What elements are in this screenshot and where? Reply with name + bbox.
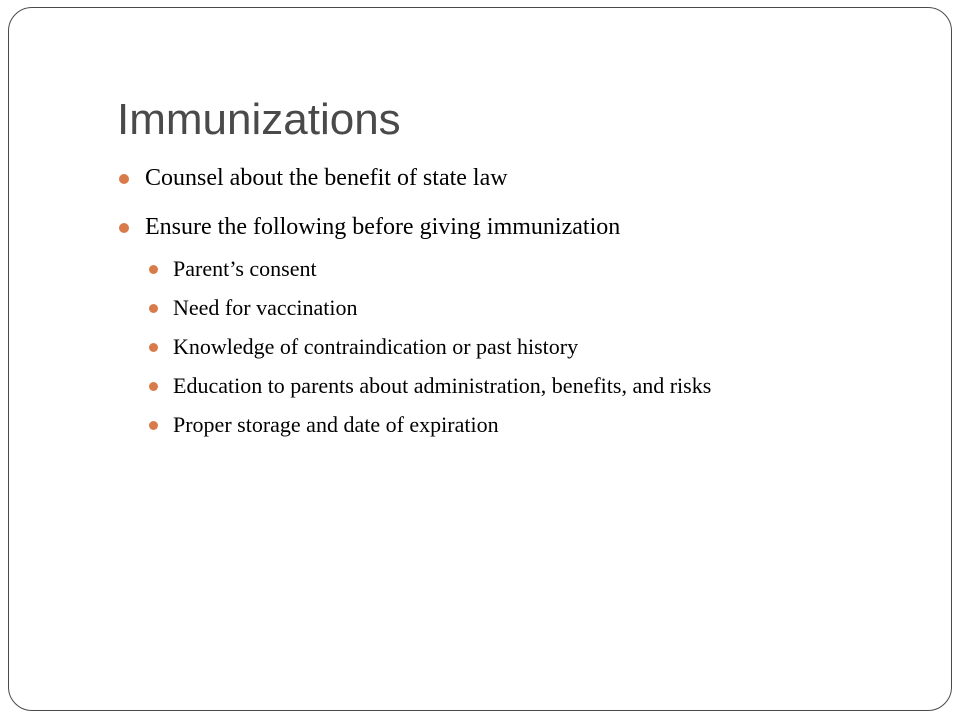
sub-bullet-text: Need for vaccination [173, 295, 358, 320]
sub-bullet-text: Parent’s consent [173, 256, 317, 281]
bullet-text: Counsel about the benefit of state law [145, 165, 508, 191]
bullet-list [117, 163, 711, 451]
bullet-dot-icon [149, 343, 158, 352]
slide-frame [8, 7, 952, 711]
sub-bullet-text: Knowledge of contraindication or past history [173, 334, 579, 359]
bullet-dot-icon [149, 265, 158, 274]
bullet-dot-icon [119, 223, 129, 233]
bullet-item [117, 163, 711, 193]
bullet-item [117, 212, 711, 242]
sub-bullet-item [145, 373, 711, 399]
bullet-dot-icon [149, 421, 158, 430]
bullet-text: Ensure the following before giving immunization [145, 214, 621, 240]
sub-bullet-item [145, 412, 711, 438]
sub-bullet-item [145, 295, 711, 321]
sub-bullet-text: Proper storage and date of expiration [173, 412, 499, 437]
bullet-dot-icon [119, 174, 129, 184]
slide-title: Immunizations [117, 95, 401, 144]
sub-bullet-text: Education to parents about administration, benefits, and risks [173, 373, 712, 398]
sub-bullet-item [145, 256, 711, 282]
bullet-dot-icon [149, 304, 158, 313]
sub-bullet-item [145, 334, 711, 360]
bullet-dot-icon [149, 382, 158, 391]
